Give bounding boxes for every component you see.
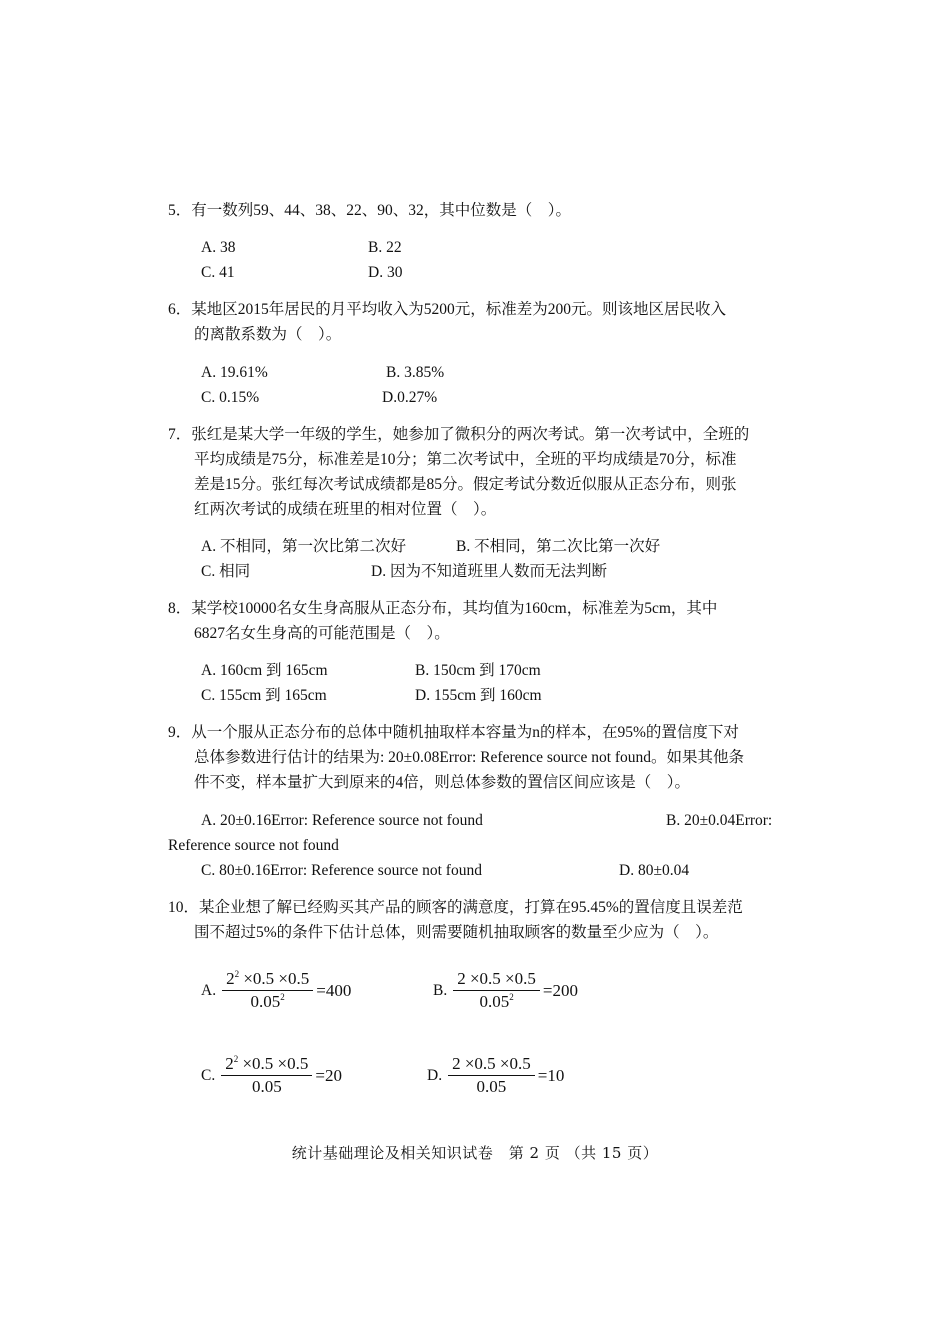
option-d: D. 因为不知道班里人数而无法判断 bbox=[371, 563, 607, 580]
fraction: $\frac{2 \times 0.5 \times 0.5}{0.05}$ bbox=[448, 1053, 535, 1098]
option-c: C. 80±0.16Error: Reference source not found bbox=[201, 862, 482, 879]
option-a: A. 20±0.16Error: Reference source not found bbox=[201, 812, 483, 829]
question-text-line: 张红是某大学一年级的学生，她参加了微积分的两次考试。第一次考试中，全班的 bbox=[191, 426, 750, 443]
option-b: B. 150cm 到 170cm bbox=[415, 662, 541, 679]
question-text-line: 红两次考试的成绩在班里的相对位置（ ）。 bbox=[194, 501, 497, 518]
question-5 bbox=[168, 198, 788, 223]
option-b: B. 20±0.04Error: bbox=[666, 812, 773, 829]
formula-result: =200 bbox=[542, 980, 578, 1000]
option-d: D. 155cm 到 160cm bbox=[415, 687, 542, 704]
question-number: 7． bbox=[168, 426, 192, 443]
question-text-line: 的离散系数为（ ）。 bbox=[194, 326, 342, 343]
question-text-line: 平均成绩是75分，标准差是10分；第二次考试中，全班的平均成绩是70分，标准 bbox=[194, 451, 737, 468]
question-number: 8． bbox=[168, 600, 192, 617]
option-a: A. 160cm 到 165cm bbox=[201, 662, 328, 679]
fraction: $\frac{2 \times 0.5 \times 0.5}{0.05^2}$ bbox=[453, 968, 540, 1013]
formula-result: =10 bbox=[537, 1065, 565, 1085]
formula-result: =20 bbox=[315, 1065, 342, 1085]
option-b-continued: Reference source not found bbox=[168, 837, 339, 854]
question-text-line: 某企业想了解已经购买其产品的顾客的满意度，打算在95.45%的置信度且误差范 bbox=[199, 899, 743, 916]
question-10 bbox=[168, 895, 788, 945]
option-c: C. 0.15% bbox=[201, 389, 260, 406]
question-text-line: 差是15分。张红每次考试成绩都是85分。假定考试分数近似服从正态分布，则张 bbox=[194, 476, 737, 493]
option-c: C. 155cm 到 165cm bbox=[201, 687, 327, 704]
option-label: A. bbox=[201, 981, 217, 999]
question-number: 9． bbox=[168, 724, 192, 741]
option-a: A. 19.61% bbox=[201, 364, 268, 381]
option-a-formula bbox=[201, 968, 351, 1013]
option-b: B. 22 bbox=[368, 239, 402, 256]
option-label: D. bbox=[427, 1066, 443, 1084]
question-text: 有一数列59、44、38、22、90、32，其中位数是（ ）。 bbox=[191, 202, 572, 219]
question-text-line: 6827名女生身高的可能范围是（ ）。 bbox=[194, 625, 450, 642]
option-label: C. bbox=[201, 1066, 216, 1084]
option-d: D. 30 bbox=[368, 264, 403, 281]
option-c: C. 相同 bbox=[201, 563, 251, 580]
option-b: B. 不相同，第二次比第一次好 bbox=[456, 538, 661, 555]
question-number: 6． bbox=[168, 301, 192, 318]
fraction: $\frac{2^2 \times 0.5 \times 0.5}{0.05^2}$ bbox=[222, 968, 313, 1013]
question-text-line: 某学校10000名女生身高服从正态分布，其均值为160cm，标准差为5cm，其中 bbox=[191, 600, 718, 617]
question-text-line: 件不变，样本量扩大到原来的4倍，则总体参数的置信区间应该是（ ）。 bbox=[194, 774, 691, 791]
option-b: B. 3.85% bbox=[386, 364, 445, 381]
option-c: C. 41 bbox=[201, 264, 235, 281]
option-d-formula bbox=[427, 1053, 564, 1098]
fraction: $\frac{2^2 \times 0.5 \times 0.5}{0.05}$ bbox=[221, 1053, 312, 1098]
option-d: D. 80±0.04 bbox=[619, 862, 690, 879]
formula-result: =400 bbox=[316, 980, 352, 1000]
option-a: A. 38 bbox=[201, 239, 236, 256]
page-footer: 统计基础理论及相关知识试卷 第 2 页 （共 15 页） bbox=[291, 1144, 659, 1162]
option-d: D.0.27% bbox=[382, 389, 438, 406]
option-a: A. 不相同，第一次比第二次好 bbox=[201, 538, 406, 555]
option-b-formula bbox=[433, 968, 578, 1013]
question-7 bbox=[168, 422, 788, 522]
question-number: 5． bbox=[168, 202, 192, 219]
question-9 bbox=[168, 720, 788, 795]
question-text-line: 总体参数进行估计的结果为: 20±0.08Error: Reference source not found。如果其他条 bbox=[194, 749, 745, 766]
question-8 bbox=[168, 596, 788, 646]
option-label: B. bbox=[433, 981, 448, 999]
question-text-line: 从一个服从正态分布的总体中随机抽取样本容量为n的样本，在95%的置信度下对 bbox=[191, 724, 739, 741]
question-text-line: 围不超过5%的条件下估计总体，则需要随机抽取顾客的数量至少应为（ ）。 bbox=[194, 924, 719, 941]
option-c-formula bbox=[201, 1053, 342, 1098]
question-6 bbox=[168, 297, 788, 347]
question-text-line: 某地区2015年居民的月平均收入为5200元，标准差为200元。则该地区居民收入 bbox=[191, 301, 727, 318]
question-number: 10． bbox=[168, 899, 200, 916]
